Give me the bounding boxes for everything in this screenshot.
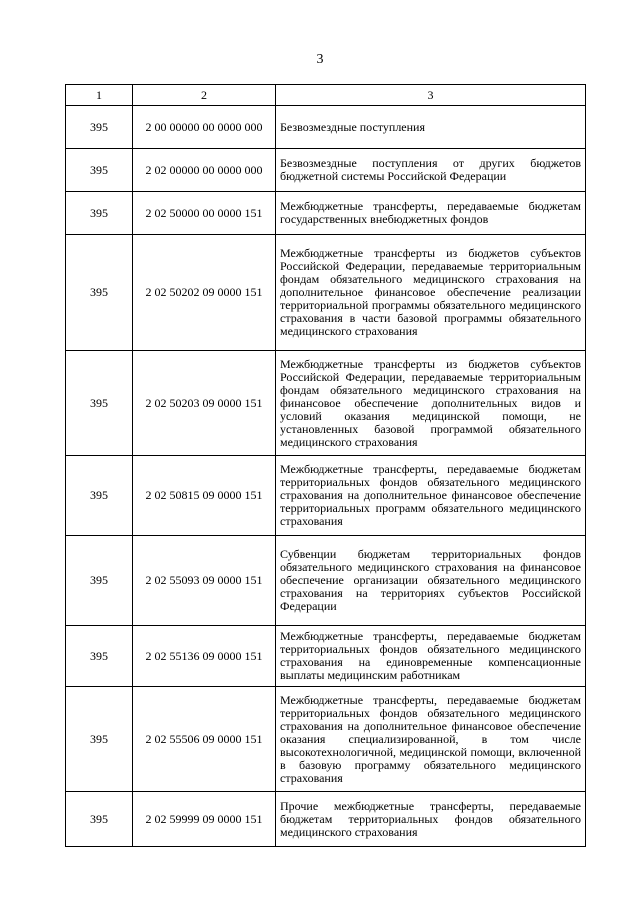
column-header-3: 3 xyxy=(276,85,586,106)
table-row xyxy=(66,106,586,149)
budget-code-cell: 2 02 00000 00 0000 000 xyxy=(133,149,276,192)
description-cell xyxy=(276,792,586,847)
description-cell xyxy=(276,536,586,626)
table-row xyxy=(66,456,586,536)
description-cell xyxy=(276,235,586,351)
description-cell xyxy=(276,192,586,235)
description-text: Межбюджетные трансферты, передаваемые бюджетам территориальных фондов обязательного медицинского страхования на дополнительное финансовое обеспечение территориальных программ обязательного медицинского страхования xyxy=(280,462,581,528)
column-header-2: 2 xyxy=(133,85,276,106)
admin-code-cell: 395 xyxy=(66,792,133,847)
table-row xyxy=(66,792,586,847)
description-cell xyxy=(276,687,586,792)
table-header xyxy=(66,85,586,106)
table-row xyxy=(66,687,586,792)
page-number: 3 xyxy=(316,52,324,67)
description-text: Субвенции бюджетам территориальных фондов обязательного медицинского страхования на финансовое обеспечение организации обязательного медицинского страхования на территориях субъектов Российской Федерации xyxy=(280,547,581,613)
table-row xyxy=(66,536,586,626)
budget-code-cell: 2 00 00000 00 0000 000 xyxy=(133,106,276,149)
admin-code-cell: 395 xyxy=(66,626,133,687)
budget-code-cell: 2 02 50000 00 0000 151 xyxy=(133,192,276,235)
admin-code-cell: 395 xyxy=(66,351,133,456)
column-header-1: 1 xyxy=(66,85,133,106)
table-row xyxy=(66,149,586,192)
description-cell xyxy=(276,106,586,149)
budget-code-cell: 2 02 55136 09 0000 151 xyxy=(133,626,276,687)
admin-code-cell: 395 xyxy=(66,235,133,351)
budget-codes-table xyxy=(65,84,586,847)
budget-code-cell: 2 02 55093 09 0000 151 xyxy=(133,536,276,626)
description-cell xyxy=(276,626,586,687)
description-cell xyxy=(276,456,586,536)
budget-code-cell: 2 02 50202 09 0000 151 xyxy=(133,235,276,351)
admin-code-cell: 395 xyxy=(66,456,133,536)
description-text: Межбюджетные трансферты из бюджетов субъектов Российской Федерации, передаваемые территориальным фондам обязательного медицинского страхования на дополнительное финансовое обеспечение реализации территориальной программы обязательного медицинского страхования в части базовой программы обязательного медицинского страхования xyxy=(280,246,581,338)
admin-code-cell: 395 xyxy=(66,687,133,792)
description-text: Межбюджетные трансферты, передаваемые бюджетам территориальных фондов обязательного медицинского страхования на единовременные компенсационные выплаты медицинским работникам xyxy=(280,629,581,682)
budget-code-cell: 2 02 55506 09 0000 151 xyxy=(133,687,276,792)
description-text: Безвозмездные поступления от других бюджетов бюджетной системы Российской Федерации xyxy=(280,156,581,183)
description-cell xyxy=(276,149,586,192)
description-text: Межбюджетные трансферты, передаваемые бюджетам территориальных фондов обязательного медицинского страхования на дополнительное финансовое обеспечение оказания специализированной, в том числе высокотехнологичной, медицинской помощи, включенной в базовую программу обязательного медицинского страхования xyxy=(280,692,581,785)
admin-code-cell: 395 xyxy=(66,149,133,192)
table-row xyxy=(66,351,586,456)
description-text: Межбюджетные трансферты, передаваемые бюджетам государственных внебюджетных фондов xyxy=(280,199,581,226)
budget-code-cell: 2 02 59999 09 0000 151 xyxy=(133,792,276,847)
table-row xyxy=(66,192,586,235)
description-cell xyxy=(276,351,586,456)
budget-code-cell: 2 02 50203 09 0000 151 xyxy=(133,351,276,456)
table-row xyxy=(66,626,586,687)
description-text: Прочие межбюджетные трансферты, передаваемые бюджетам территориальных фондов обязательного медицинского страхования xyxy=(280,798,581,839)
admin-code-cell: 395 xyxy=(66,192,133,235)
admin-code-cell: 395 xyxy=(66,536,133,626)
admin-code-cell: 395 xyxy=(66,106,133,149)
budget-code-cell: 2 02 50815 09 0000 151 xyxy=(133,456,276,536)
table-row xyxy=(66,235,586,351)
description-text: Безвозмездные поступления xyxy=(280,119,425,134)
description-text: Межбюджетные трансферты из бюджетов субъектов Российской Федерации, передаваемые территориальным фондам обязательного медицинского страхования на финансовое обеспечение дополнительных видов и условий оказания медицинской помощи, не установленных базовой программой обязательного медицинского страхования xyxy=(280,356,581,449)
